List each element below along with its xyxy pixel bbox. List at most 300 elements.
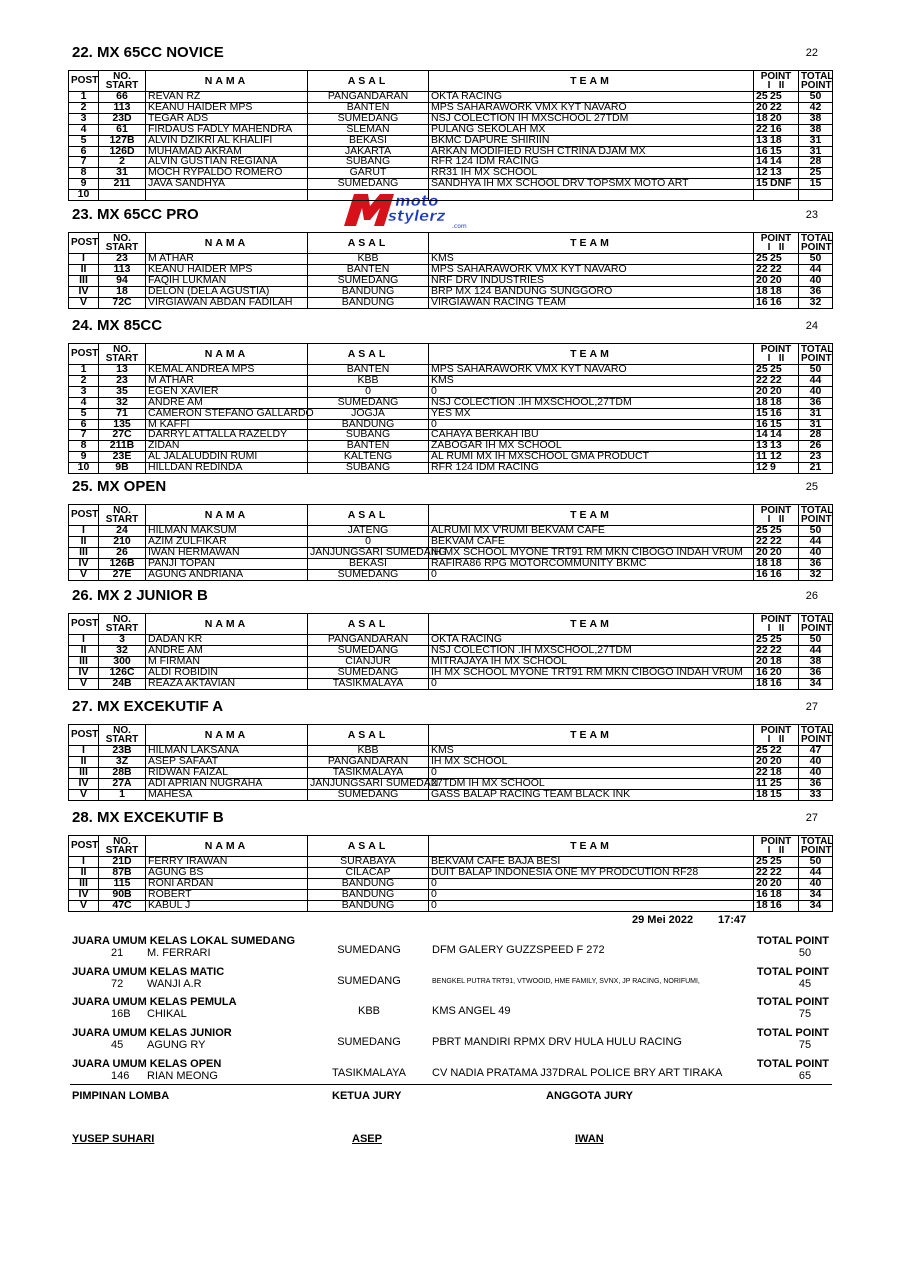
header-start-label: START <box>105 845 139 856</box>
rider-team: DUIT BALAP INDONESIA ONE MY PRODCUTION RF28 <box>429 867 754 878</box>
total-point: 31 <box>799 146 833 157</box>
round-points <box>754 569 799 580</box>
rider-origin: PANGANDARAN <box>308 756 429 767</box>
round-1-point: 20 <box>756 876 768 889</box>
position: 1 <box>69 365 99 376</box>
rider-team: NSJ COLECTION IH MXSCHOOL 27TDM <box>429 113 754 124</box>
rider-name: VIRGIAWAN ABDAN FADILAH <box>146 297 308 308</box>
header-team: TEAM <box>429 725 754 746</box>
table-row <box>69 789 833 800</box>
rider-name: ALVIN DZIKRI AL KHALIFI <box>146 135 308 146</box>
round-1-point: 11 <box>756 450 768 463</box>
rider-team: BRP MX 124 BANDUNG SUNGGORO <box>429 286 754 297</box>
section-title: 28. MX EXCEKUTIF B <box>72 809 224 826</box>
champion-name: CHIKAL <box>147 1008 187 1020</box>
position: III <box>69 767 99 778</box>
round-2-point: 25 <box>770 855 782 867</box>
rider-name: AGUNG BS <box>146 867 308 878</box>
header-team: TEAM <box>429 614 754 635</box>
rider-origin: SUMEDANG <box>308 569 429 580</box>
header-total-label: TOTAL <box>801 71 834 82</box>
header-total-label: TOTAL <box>801 505 834 516</box>
champion-name: M. FERRARI <box>147 947 211 959</box>
round-2-point: 25 <box>770 776 782 789</box>
position: II <box>69 756 99 767</box>
rider-origin: SUMEDANG <box>308 275 429 286</box>
position: I <box>69 526 99 537</box>
start-number: 26 <box>99 547 146 558</box>
round-2-point: 18 <box>770 765 782 778</box>
rider-team: AL RUMI MX IH MXSCHOOL GMA PRODUCT <box>429 452 754 463</box>
round-1-point: 13 <box>756 133 768 146</box>
section-title: 24. MX 85CC <box>72 317 163 334</box>
round-points <box>754 900 799 911</box>
header-nama: NAMA <box>146 725 308 746</box>
rider-team: MITRAJAYA IH MX SCHOOL <box>429 656 754 667</box>
position: V <box>69 297 99 308</box>
round-2-point: 25 <box>770 363 782 375</box>
header-point <box>754 836 799 857</box>
rider-origin: SUMEDANG <box>308 789 429 800</box>
round-2-point: 18 <box>770 887 782 900</box>
position: I <box>69 254 99 265</box>
champion-number: 21 <box>111 947 124 959</box>
rider-name: M FIRMAN <box>146 656 308 667</box>
position: V <box>69 569 99 580</box>
start-number: 300 <box>99 656 146 667</box>
round-2-point: 12 <box>770 450 782 463</box>
rider-origin: KBB <box>308 254 429 265</box>
header-row <box>69 614 833 635</box>
position: II <box>69 867 99 878</box>
svg-text:moto: moto <box>395 192 439 210</box>
footer-time: 17:47 <box>718 914 747 926</box>
header-start-label: START <box>105 242 139 253</box>
ketua-jury-label: KETUA JURY <box>332 1090 402 1102</box>
position: V <box>69 789 99 800</box>
round-2-point: 16 <box>770 295 782 308</box>
rider-origin: PANGANDARAN <box>308 92 429 103</box>
rider-origin <box>308 190 429 201</box>
round-2-point: 18 <box>770 284 782 297</box>
header-no-start <box>99 233 146 254</box>
rider-team: BKMC DAPURE SHIRIIN <box>429 135 754 146</box>
rider-team: 0 <box>429 900 754 911</box>
round-2-point: 15 <box>770 417 782 430</box>
position: IV <box>69 889 99 900</box>
rider-origin: BANTEN <box>308 365 429 376</box>
start-number: 23D <box>99 113 146 124</box>
champion-entry <box>0 966 900 996</box>
rider-origin: BANDUNG <box>308 878 429 889</box>
rider-team: MPS SAHARAWORK VMX KYT NAVARO <box>429 365 754 376</box>
start-number: 9B <box>99 463 146 474</box>
rider-team: RR31 IH MX SCHOOL <box>429 168 754 179</box>
total-point: 32 <box>799 297 833 308</box>
round-2-point: 25 <box>770 252 782 264</box>
round-1-point: 22 <box>756 262 768 275</box>
total-point: 38 <box>799 113 833 124</box>
position: IV <box>69 667 99 678</box>
rider-name: HILMAN LAKSANA <box>146 746 308 757</box>
round-2-point: 25 <box>770 90 782 102</box>
champion-point: 45 <box>798 978 812 990</box>
table-row <box>69 190 833 201</box>
header-total <box>799 344 833 365</box>
header-post: POST <box>69 614 99 635</box>
rider-origin: KBB <box>308 746 429 757</box>
rider-name: KEANU HAIDER MPS <box>146 102 308 113</box>
start-number: 23E <box>99 452 146 463</box>
start-number: 23B <box>99 746 146 757</box>
rider-origin: GARUT <box>308 168 429 179</box>
total-point: 23 <box>799 452 833 463</box>
header-no-label: NO. <box>113 725 131 736</box>
round-1-point: 18 <box>756 395 768 408</box>
start-number: 23 <box>99 254 146 265</box>
rider-name: ADI APRIAN NUGRAHA <box>146 778 308 789</box>
start-number: 27A <box>99 778 146 789</box>
results-table <box>68 504 833 581</box>
total-point: 50 <box>799 857 833 868</box>
position: 3 <box>69 113 99 124</box>
start-number: 47C <box>99 900 146 911</box>
total-point: 26 <box>799 441 833 452</box>
rider-team: NSJ COLECTION .IH MXSCHOOL,27TDM <box>429 645 754 656</box>
total-point: 36 <box>799 667 833 678</box>
rider-origin: TASIKMALAYA <box>308 767 429 778</box>
header-no-label: NO. <box>113 233 131 244</box>
position: 4 <box>69 124 99 135</box>
header-point <box>754 71 799 92</box>
header-point <box>754 233 799 254</box>
rider-name: MAHESA <box>146 789 308 800</box>
table-row <box>69 900 833 911</box>
round-1-point: 18 <box>756 284 768 297</box>
champion-number: 16B <box>111 1008 131 1020</box>
position: 7 <box>69 430 99 441</box>
header-no-start <box>99 836 146 857</box>
header-start-label: START <box>105 353 139 364</box>
rider-origin: CILACAP <box>308 867 429 878</box>
rider-team: RFR 124 IDM RACING <box>429 157 754 168</box>
header-start-label: START <box>105 514 139 525</box>
champion-name: WANJI A.R <box>147 978 202 990</box>
champion-team: PBRT MANDIRI RPMX DRV HULA HULU RACING <box>432 1036 682 1048</box>
champion-origin: TASIKMALAYA <box>332 1067 406 1079</box>
header-no-label: NO. <box>113 71 131 82</box>
total-point: 50 <box>799 365 833 376</box>
rider-team: BEKVAM CAFE BAJA BESI <box>429 857 754 868</box>
header-total-label: TOTAL <box>801 344 834 355</box>
round-2-point: 22 <box>770 100 782 113</box>
section-number: 26 <box>805 590 818 602</box>
rider-team: NSJ COLECTION .IH MXSCHOOL,27TDM <box>429 397 754 408</box>
header-total-point-label: POINT <box>801 353 832 364</box>
position: III <box>69 656 99 667</box>
round-1-point: 18 <box>756 676 768 689</box>
rider-team: KMS <box>429 746 754 757</box>
rider-team: GASS BALAP RACING TEAM BLACK INK <box>429 789 754 800</box>
position: II <box>69 645 99 656</box>
round-2-point: 22 <box>770 373 782 386</box>
rider-team: YES MX <box>429 408 754 419</box>
total-point: 31 <box>799 408 833 419</box>
rider-origin: KBB <box>308 375 429 386</box>
round-2-point: 14 <box>770 155 782 168</box>
section-title: 27. MX EXCEKUTIF A <box>72 698 224 715</box>
champion-team: BENGKEL PUTRA TRT91, VTWOOID, HME FAMILY, SVNX, JP RACING, NORIFUMI, <box>432 978 700 985</box>
rider-team: KMS <box>429 375 754 386</box>
header-point-rounds: I II <box>767 242 785 253</box>
round-1-point: 15 <box>756 406 768 419</box>
header-no-start <box>99 614 146 635</box>
start-number: 113 <box>99 264 146 275</box>
round-points <box>754 463 799 474</box>
start-number: 126B <box>99 558 146 569</box>
header-post: POST <box>69 233 99 254</box>
header-asal: ASAL <box>308 505 429 526</box>
total-point <box>799 190 833 201</box>
rider-name: ALDI ROBIDIN <box>146 667 308 678</box>
champion-origin: SUMEDANG <box>337 1036 401 1048</box>
start-number: 87B <box>99 867 146 878</box>
position: 2 <box>69 375 99 386</box>
champion-team: KMS ANGEL 49 <box>432 1005 511 1017</box>
rider-name: AGUNG ANDRIANA <box>146 569 308 580</box>
start-number: 1 <box>99 789 146 800</box>
rider-name: MUHAMAD AKRAM <box>146 146 308 157</box>
rider-team: 0 <box>429 767 754 778</box>
round-1-point: 22 <box>756 534 768 547</box>
position: 8 <box>69 441 99 452</box>
rider-team: OKTA RACING <box>429 92 754 103</box>
round-1-point: 22 <box>756 643 768 656</box>
header-team: TEAM <box>429 836 754 857</box>
round-1-point: 20 <box>756 654 768 667</box>
rider-name: JAVA SANDHYA <box>146 179 308 190</box>
rider-origin: 0 <box>308 536 429 547</box>
round-points <box>754 678 799 689</box>
round-points <box>754 789 799 800</box>
section-title: 22. MX 65CC NOVICE <box>72 44 224 61</box>
round-2-point: 16 <box>770 406 782 419</box>
total-point: 36 <box>799 397 833 408</box>
header-no-label: NO. <box>113 344 131 355</box>
rider-origin: SUBANG <box>308 463 429 474</box>
total-point: 34 <box>799 900 833 911</box>
round-1-point: 25 <box>756 524 768 536</box>
header-no-label: NO. <box>113 614 131 625</box>
table-row <box>69 297 833 308</box>
rider-origin: SURABAYA <box>308 857 429 868</box>
rider-name: DELON (DELA AGUSTIA) <box>146 286 308 297</box>
total-point: 15 <box>799 179 833 190</box>
round-2-point: 22 <box>770 744 782 756</box>
header-no-start <box>99 344 146 365</box>
rider-name: ASEP SAFAAT <box>146 756 308 767</box>
round-points <box>754 190 799 201</box>
rider-origin: SUMEDANG <box>308 179 429 190</box>
total-point: 40 <box>799 275 833 286</box>
rider-team: 0 <box>429 678 754 689</box>
champion-name: AGUNG RY <box>147 1039 206 1051</box>
champion-origin: SUMEDANG <box>337 975 401 987</box>
ketua-jury-name: ASEP <box>352 1133 382 1145</box>
champion-title: JUARA UMUM KELAS PEMULA <box>72 996 237 1008</box>
header-point-label: POINT <box>760 233 792 244</box>
rider-origin: BANDUNG <box>308 286 429 297</box>
anggota-jury-name: IWAN <box>575 1133 604 1145</box>
round-1-point: 18 <box>756 898 768 911</box>
rider-name <box>146 190 308 201</box>
round-1-point: 25 <box>756 744 768 756</box>
position: 3 <box>69 386 99 397</box>
position: 5 <box>69 135 99 146</box>
rider-origin: JATENG <box>308 526 429 537</box>
round-2-point: 18 <box>770 654 782 667</box>
champion-number: 72 <box>111 978 124 990</box>
round-1-point: 22 <box>756 865 768 878</box>
rider-team: IH MX SCHOOL MYONE TRT91 RM MKN CIBOGO INDAH VRUM <box>429 667 754 678</box>
header-total <box>799 614 833 635</box>
rider-origin: BEKASI <box>308 135 429 146</box>
round-1-point: 16 <box>756 417 768 430</box>
position: V <box>69 678 99 689</box>
rider-name: TEGAR ADS <box>146 113 308 124</box>
round-1-point: 20 <box>756 754 768 767</box>
anggota-jury-label: ANGGOTA JURY <box>546 1090 633 1102</box>
total-point: 31 <box>799 419 833 430</box>
rider-team: 0 <box>429 878 754 889</box>
round-2-point: 14 <box>770 428 782 441</box>
champion-point: 75 <box>798 1008 812 1020</box>
round-2-point: 13 <box>770 166 782 179</box>
header-point-label: POINT <box>760 71 792 82</box>
header-point-label: POINT <box>760 505 792 516</box>
champion-team: CV NADIA PRATAMA J37DRAL POLICE BRY ART TIRAKA <box>432 1067 723 1079</box>
position: II <box>69 536 99 547</box>
champion-title: JUARA UMUM KELAS JUNIOR <box>72 1027 232 1039</box>
header-row <box>69 836 833 857</box>
round-2-point: 16 <box>770 676 782 689</box>
start-number: 71 <box>99 408 146 419</box>
section-number: 22 <box>805 47 818 59</box>
header-total-label: TOTAL <box>801 836 834 847</box>
rider-team: SANDHYA IH MX SCHOOL DRV TOPSMX MOTO ART <box>429 179 754 190</box>
rider-team: VIRGIAWAN RACING TEAM <box>429 297 754 308</box>
rider-origin: BANTEN <box>308 102 429 113</box>
rider-team: IH MX SCHOOL MYONE TRT91 RM MKN CIBOGO INDAH VRUM <box>429 547 754 558</box>
round-2-point: 20 <box>770 111 782 124</box>
round-1-point: 16 <box>756 567 768 580</box>
round-1-point: 12 <box>756 166 768 179</box>
rider-origin: JAKARTA <box>308 146 429 157</box>
position: II <box>69 264 99 275</box>
table-row <box>69 463 833 474</box>
header-post: POST <box>69 836 99 857</box>
header-total-point-label: POINT <box>801 623 832 634</box>
header-total <box>799 836 833 857</box>
champion-point: 50 <box>798 947 812 959</box>
position: V <box>69 900 99 911</box>
rider-team: OKTA RACING <box>429 635 754 646</box>
rider-name: ZIDAN <box>146 441 308 452</box>
round-1-point: 22 <box>756 373 768 386</box>
start-number: 126C <box>99 667 146 678</box>
header-total-label: TOTAL <box>801 725 834 736</box>
rider-team: 27TDM IH MX SCHOOL <box>429 778 754 789</box>
header-asal: ASAL <box>308 71 429 92</box>
rider-team: ARKAN MODIFIED RUSH CTRINA DJAM MX <box>429 146 754 157</box>
champion-number: 146 <box>111 1070 130 1082</box>
rider-name: RIDWAN FAIZAL <box>146 767 308 778</box>
rider-name: RONI ARDAN <box>146 878 308 889</box>
rider-team: 0 <box>429 419 754 430</box>
total-point: 44 <box>799 264 833 275</box>
start-number: 66 <box>99 92 146 103</box>
round-1-point: 20 <box>756 273 768 286</box>
total-point: 40 <box>799 756 833 767</box>
rider-origin: TASIKMALAYA <box>308 678 429 689</box>
position: 10 <box>69 463 99 474</box>
start-number: 210 <box>99 536 146 547</box>
champion-point-label: TOTAL POINT <box>756 966 829 978</box>
svg-text:.com: .com <box>452 223 467 230</box>
header-no-start <box>99 71 146 92</box>
round-1-point: 18 <box>756 556 768 569</box>
rider-origin: SUBANG <box>308 430 429 441</box>
rider-origin: JANJUNGSARI SUMEDAN <box>308 778 429 789</box>
rider-origin: KALTENG <box>308 452 429 463</box>
round-1-point: 22 <box>756 122 768 135</box>
header-asal: ASAL <box>308 614 429 635</box>
header-asal: ASAL <box>308 725 429 746</box>
pimpinan-label: PIMPINAN LOMBA <box>72 1090 170 1102</box>
divider <box>70 1084 832 1085</box>
start-number: 90B <box>99 889 146 900</box>
rider-origin: JANJUNGSARI SUMEDANG <box>308 547 429 558</box>
rider-origin: SLEMAN <box>308 124 429 135</box>
header-post: POST <box>69 505 99 526</box>
header-nama: NAMA <box>146 233 308 254</box>
round-1-point: 18 <box>756 787 768 800</box>
start-number: 3 <box>99 635 146 646</box>
round-2-point: 25 <box>770 524 782 536</box>
header-team: TEAM <box>429 71 754 92</box>
svg-text:stylerz: stylerz <box>388 207 446 225</box>
header-no-start <box>99 725 146 746</box>
round-1-point: 18 <box>756 111 768 124</box>
round-1-point: 25 <box>756 90 768 102</box>
header-post: POST <box>69 725 99 746</box>
header-point-label: POINT <box>760 725 792 736</box>
header-point-rounds: I II <box>767 353 785 364</box>
champion-point: 75 <box>798 1039 812 1051</box>
position: 6 <box>69 419 99 430</box>
rider-team: MPS SAHARAWORK VMX KYT NAVARO <box>429 102 754 113</box>
total-point: 44 <box>799 536 833 547</box>
position: 7 <box>69 157 99 168</box>
round-2-point: 20 <box>770 384 782 397</box>
position: 9 <box>69 179 99 190</box>
rider-name: M ATHAR <box>146 375 308 386</box>
champion-point-label: TOTAL POINT <box>756 1058 829 1070</box>
start-number: 211B <box>99 441 146 452</box>
champion-origin: KBB <box>357 1005 380 1017</box>
position: IV <box>69 286 99 297</box>
round-2-point: 9 <box>770 461 776 474</box>
